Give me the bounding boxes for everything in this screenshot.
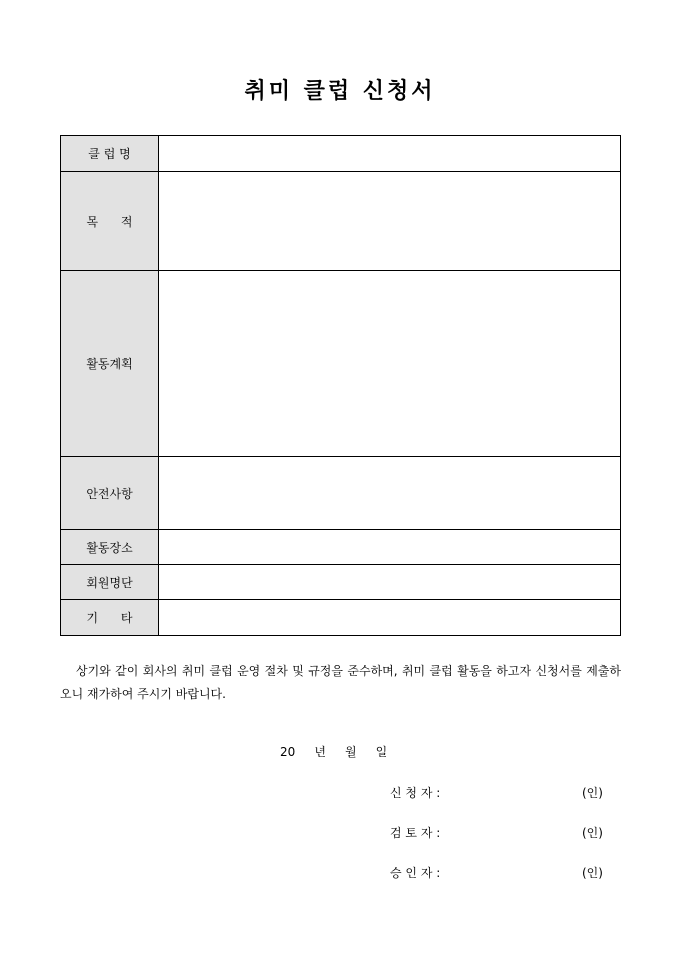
reviewer-label: 검 토 자 : — [390, 826, 441, 840]
form-row-members — [61, 565, 621, 600]
label-purpose: 목 적 — [61, 172, 159, 271]
label-members: 회원명단 — [61, 565, 159, 600]
applicant-seal: (인) — [582, 786, 603, 800]
form-row-location — [61, 530, 621, 565]
label-location: 활동장소 — [61, 530, 159, 565]
field-club-name[interactable] — [159, 136, 621, 172]
document-title: 취미 클럽 신청서 — [244, 78, 436, 104]
field-activity-plan[interactable] — [159, 271, 621, 457]
application-form-table — [60, 135, 621, 636]
reviewer-seal: (인) — [582, 826, 603, 840]
field-etc[interactable] — [159, 600, 621, 636]
field-purpose[interactable] — [159, 172, 621, 271]
applicant-label: 신 청 자 : — [390, 786, 441, 800]
approver-seal: (인) — [582, 866, 603, 880]
form-row-activity-plan — [61, 271, 621, 457]
field-members[interactable] — [159, 565, 621, 600]
field-location[interactable] — [159, 530, 621, 565]
label-safety: 안전사항 — [61, 457, 159, 530]
form-row-safety — [61, 457, 621, 530]
date-line: 20 년 월 일 — [280, 745, 388, 759]
label-etc: 기 타 — [61, 600, 159, 636]
field-safety[interactable] — [159, 457, 621, 530]
form-row-club-name — [61, 136, 621, 172]
statement-paragraph: 상기와 같이 회사의 취미 클럽 운영 절차 및 규정을 준수하며, 취미 클럽 활동을 하고자 신청서를 제출하오니 재가하여 주시기 바랍니다. — [60, 664, 621, 701]
form-row-etc — [61, 600, 621, 636]
label-club-name: 클 럽 명 — [61, 136, 159, 172]
label-activity-plan: 활동계획 — [61, 271, 159, 457]
approver-label: 승 인 자 : — [390, 866, 441, 880]
form-row-purpose — [61, 172, 621, 271]
